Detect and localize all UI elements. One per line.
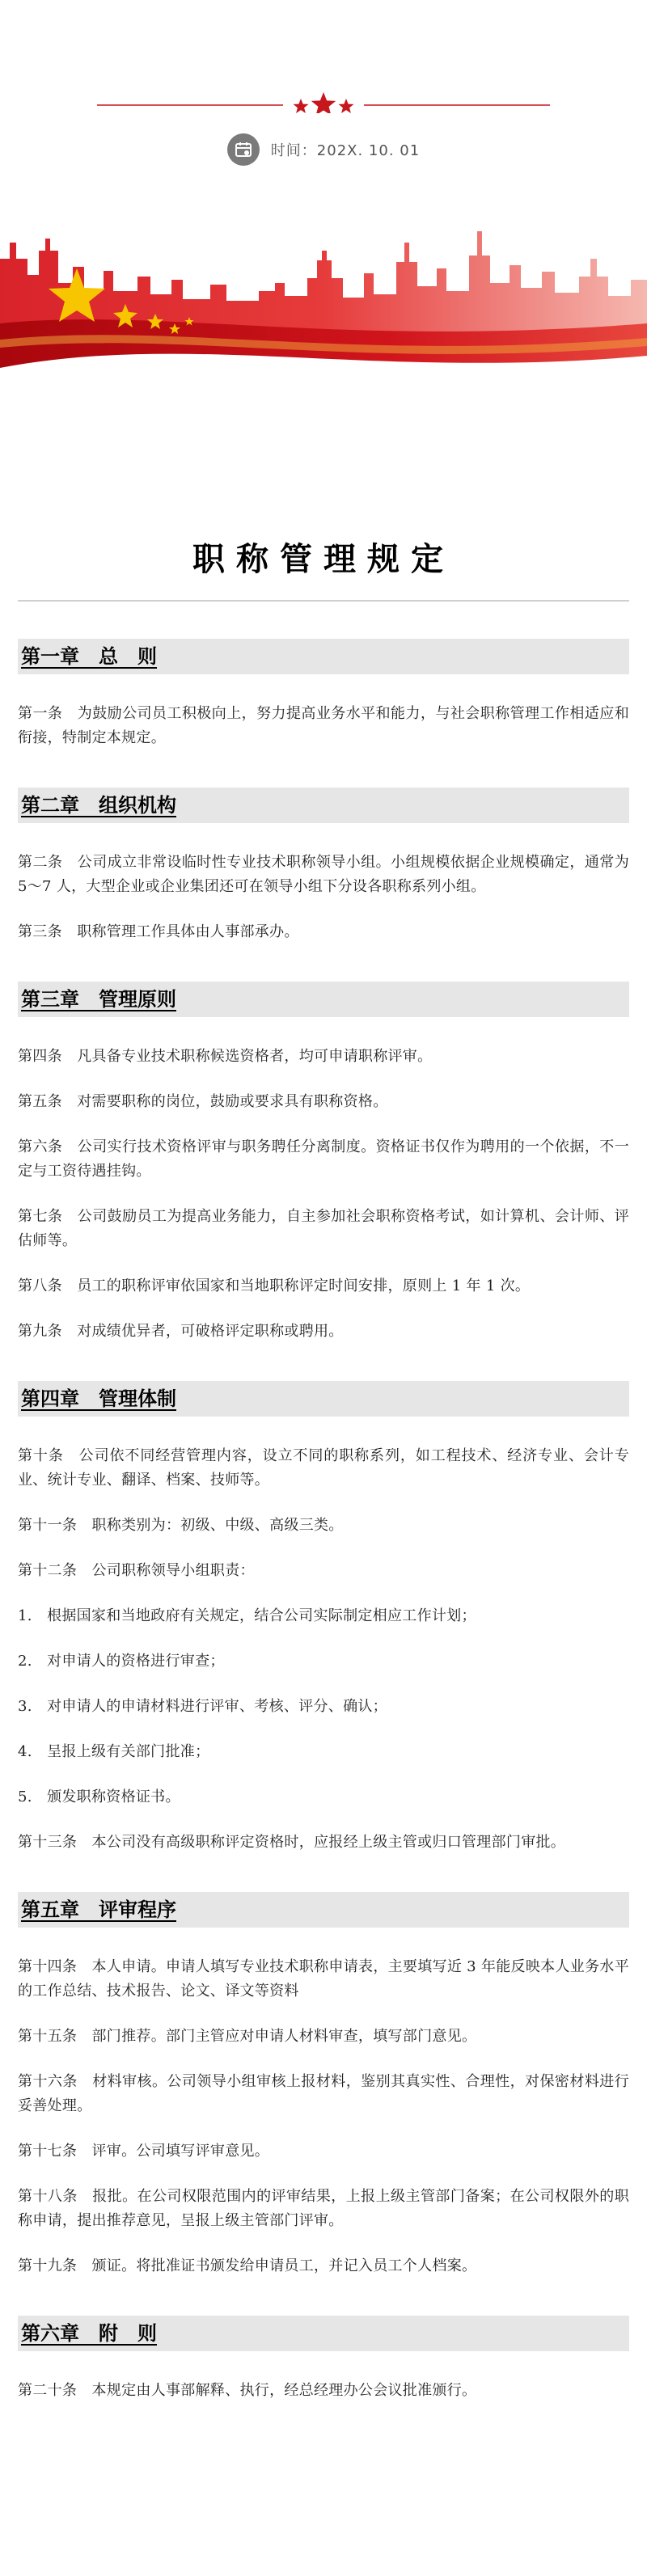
section-spacer xyxy=(18,2424,629,2440)
article-paragraph: 5. 颁发职称资格证书。 xyxy=(18,1788,180,1805)
section-spacer xyxy=(18,771,629,788)
city-skyline-banner xyxy=(0,226,647,380)
stars-divider xyxy=(97,89,550,113)
publish-date: 时间：202X. 10. 01 xyxy=(270,142,421,159)
article-paragraph: 第十四条 本人申请。申请人填写专业技术职称申请表，主要填写近 3 年能反映本人业务水平的工作总结、技术报告、论文、译文等资料 xyxy=(18,1958,629,2000)
article-paragraph: 第十条 公司依不同经营管理内容，设立不同的职称系列，如工程技术、经济专业、会计专业、统计专业、翻译、档案、技师等。 xyxy=(18,1447,629,1489)
title-divider xyxy=(18,600,629,602)
article-paragraph: 第九条 对成绩优异者，可破格评定职称或聘用。 xyxy=(18,1323,344,1340)
section-spacer xyxy=(18,2299,629,2316)
article-paragraph: 第十七条 评审。公司填写评审意见。 xyxy=(18,2143,270,2160)
big-star-icon xyxy=(311,92,336,113)
document-title: 职称管理规定 xyxy=(192,541,455,578)
small-star-left-icon xyxy=(294,99,309,113)
article-paragraph: 第二十条 本规定由人事部解释、执行，经总经理办公会议批准颁行。 xyxy=(18,2382,477,2399)
article-paragraph: 第十五条 部门推荐。部门主管应对申请人材料审查，填写部门意见。 xyxy=(18,2028,477,2045)
article-paragraph: 第七条 公司鼓励员工为提高业务能力，自主参加社会职称资格考试，如计算机、会计师、评估师等。 xyxy=(18,1208,629,1249)
article-paragraph: 第十六条 材料审核。公司领导小组审核上报材料，鉴别其真实性、合理性，对保密材料进行妥善处理。 xyxy=(18,2073,629,2114)
chapter-heading-text: 第六章 附 则 xyxy=(21,2322,157,2345)
chapter-heading-text: 第一章 总 则 xyxy=(21,645,157,668)
article-paragraph: 第四条 凡具备专业技术职称候选资格者，均可申请职称评审。 xyxy=(18,1048,433,1065)
date-row xyxy=(0,133,647,166)
chapter-heading-text: 第五章 评审程序 xyxy=(21,1898,176,1921)
article-paragraph: 第十八条 报批。在公司权限范围内的评审结果，上报上级主管部门备案；在公司权限外的职称申请，提出推荐意见，呈报上级主管部门评审。 xyxy=(18,2188,629,2229)
chapter-heading xyxy=(18,2316,629,2351)
article-paragraph: 第十二条 公司职称领导小组职责： xyxy=(18,1562,255,1579)
article-paragraph: 第十三条 本公司没有高级职称评定资格时，应报经上级主管或归口管理部门审批。 xyxy=(18,1834,566,1851)
article-paragraph: 1. 根据国家和当地政府有关规定，结合公司实际制定相应工作计划； xyxy=(18,1607,476,1624)
article-paragraph: 第十九条 颁证。将批准证书颁发给申请员工，并记入员工个人档案。 xyxy=(18,2257,477,2274)
article-paragraph: 4. 呈报上级有关部门批准； xyxy=(18,1743,210,1760)
small-star-right-icon xyxy=(339,99,354,113)
article-paragraph: 第八条 员工的职称评审依国家和当地职称评定时间安排，原则上 1 年 1 次。 xyxy=(18,1277,531,1294)
chapter-heading xyxy=(18,982,629,1017)
document-body xyxy=(18,639,629,2440)
section-spacer xyxy=(18,1876,629,1892)
chapter-heading-text: 第四章 管理体制 xyxy=(21,1387,176,1410)
article-paragraph: 第二条 公司成立非常设临时性专业技术职称领导小组。小组规模依据企业规模确定，通常为 5～7 人，大型企业或企业集团还可在领导小组下分设各职称系列小组。 xyxy=(18,854,629,895)
chapter-heading-text: 第二章 组织机构 xyxy=(21,794,176,817)
chapter-heading xyxy=(18,1381,629,1417)
article-paragraph: 第十一条 职称类别为：初级、中级、高级三类。 xyxy=(18,1517,344,1534)
chapter-heading-text: 第三章 管理原则 xyxy=(21,988,176,1011)
article-paragraph: 第五条 对需要职称的岗位，鼓励或要求具有职称资格。 xyxy=(18,1093,388,1110)
section-spacer xyxy=(18,965,629,982)
article-paragraph: 2. 对申请人的资格进行审查； xyxy=(18,1653,225,1670)
calendar-icon xyxy=(227,133,260,166)
article-paragraph: 第六条 公司实行技术资格评审与职务聘任分离制度。资格证书仅作为聘用的一个依据，不一定与工资待遇挂钩。 xyxy=(18,1138,629,1180)
chapter-heading xyxy=(18,1892,629,1928)
chapter-heading xyxy=(18,639,629,674)
article-paragraph: 3. 对申请人的申请材料进行评审、考核、评分、确认； xyxy=(18,1698,387,1715)
chapter-heading xyxy=(18,788,629,823)
article-paragraph: 第一条 为鼓励公司员工积极向上，努力提高业务水平和能力，与社会职称管理工作相适应和衔接，特制定本规定。 xyxy=(18,705,629,746)
section-spacer xyxy=(18,1365,629,1381)
article-paragraph: 第三条 职称管理工作具体由人事部承办。 xyxy=(18,923,299,940)
header-decoration xyxy=(0,0,647,380)
